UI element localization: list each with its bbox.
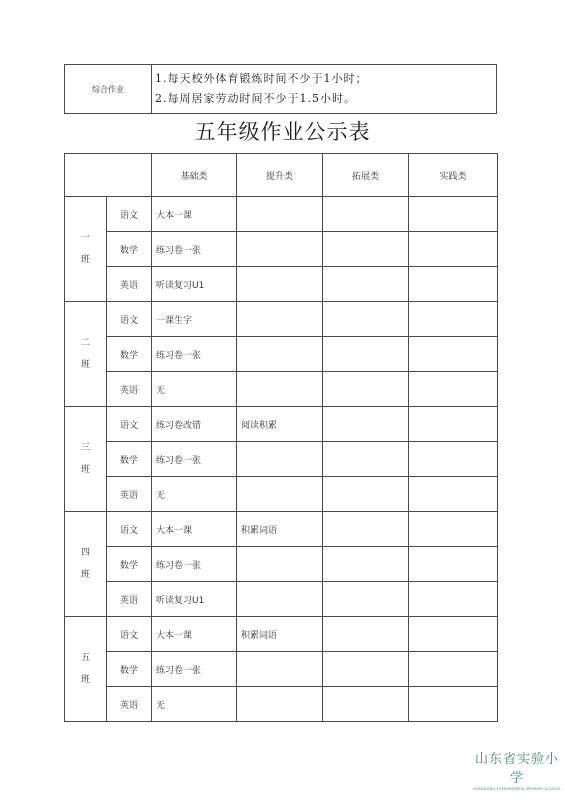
subject-cell: 语文 xyxy=(107,617,152,652)
subject-cell: 英语 xyxy=(107,582,152,617)
table-row xyxy=(65,617,498,652)
subject-cell: 数学 xyxy=(107,337,152,372)
basic-cell: 无 xyxy=(152,372,237,407)
advanced-cell xyxy=(237,197,323,232)
table-row xyxy=(65,302,498,337)
extended-cell xyxy=(323,477,409,512)
extended-cell xyxy=(323,197,409,232)
basic-cell: 无 xyxy=(152,687,237,722)
basic-cell: 听读复习U1 xyxy=(152,582,237,617)
subject-cell: 数学 xyxy=(107,652,152,687)
practice-cell xyxy=(409,442,498,477)
class-name-cell xyxy=(65,617,107,722)
table-row xyxy=(65,512,498,547)
comprehensive-homework-label: 综合作业 xyxy=(65,65,152,114)
basic-cell: 无 xyxy=(152,477,237,512)
extended-cell xyxy=(323,652,409,687)
advanced-cell: 积累词语 xyxy=(237,512,323,547)
advanced-cell xyxy=(237,372,323,407)
comprehensive-homework-line-2: 2.每周居家劳动时间不少于1.5小时。 xyxy=(155,92,356,105)
extended-cell xyxy=(323,442,409,477)
comprehensive-homework-content xyxy=(152,65,497,114)
subject-cell: 语文 xyxy=(107,512,152,547)
advanced-cell xyxy=(237,687,323,722)
practice-cell xyxy=(409,302,498,337)
advanced-cell: 阅读积累 xyxy=(237,407,323,442)
advanced-cell xyxy=(237,652,323,687)
basic-cell: 练习卷一张 xyxy=(152,652,237,687)
class-name-char-2: 班 xyxy=(80,360,90,370)
class-name-char-2: 班 xyxy=(80,465,90,475)
table-row xyxy=(65,407,498,442)
table-row xyxy=(65,477,498,512)
basic-cell: 大本一课 xyxy=(152,197,237,232)
extended-cell xyxy=(323,687,409,722)
subject-cell: 数学 xyxy=(107,232,152,267)
table-row xyxy=(65,652,498,687)
table-row xyxy=(65,547,498,582)
class-name-char-2: 班 xyxy=(80,675,90,685)
extended-cell xyxy=(323,372,409,407)
page-title: 五年级作业公示表 xyxy=(194,120,371,144)
class-name-char-1: 一 xyxy=(80,233,90,243)
basic-cell: 听读复习U1 xyxy=(152,267,237,302)
class-name-char-2: 班 xyxy=(80,255,90,265)
practice-cell xyxy=(409,687,498,722)
subject-cell: 英语 xyxy=(107,372,152,407)
table-row xyxy=(65,232,498,267)
advanced-cell xyxy=(237,442,323,477)
school-logo-name: 山东省实验小学 xyxy=(474,752,559,786)
advanced-cell xyxy=(237,232,323,267)
advanced-cell xyxy=(237,267,323,302)
subject-cell: 语文 xyxy=(107,197,152,232)
table-row xyxy=(65,687,498,722)
table-row xyxy=(65,267,498,302)
class-name-cell xyxy=(65,407,107,512)
subject-cell: 英语 xyxy=(107,267,152,302)
practice-cell xyxy=(409,477,498,512)
table-row xyxy=(65,582,498,617)
class-name-cell xyxy=(65,302,107,407)
practice-cell xyxy=(409,337,498,372)
practice-cell xyxy=(409,512,498,547)
subject-cell: 语文 xyxy=(107,407,152,442)
table-row xyxy=(65,197,498,232)
class-name-cell xyxy=(65,512,107,617)
subject-cell: 语文 xyxy=(107,302,152,337)
extended-cell xyxy=(323,232,409,267)
practice-cell xyxy=(409,547,498,582)
advanced-cell xyxy=(237,547,323,582)
comprehensive-homework-table xyxy=(64,64,497,114)
school-logo-english: SHANDONG EXPERIMENTAL PRIMARY SCHOOL xyxy=(473,787,561,791)
advanced-cell xyxy=(237,582,323,617)
practice-cell xyxy=(409,407,498,442)
class-name-char-1: 四 xyxy=(80,548,90,558)
extended-cell xyxy=(323,617,409,652)
basic-cell: 练习卷一张 xyxy=(152,547,237,582)
practice-cell xyxy=(409,372,498,407)
basic-cell: 大本一课 xyxy=(152,617,237,652)
table-header-row xyxy=(65,154,498,197)
comprehensive-homework-line-1: 1.每天校外体育锻炼时间不少于1小时； xyxy=(155,72,368,85)
basic-cell: 大本一课 xyxy=(152,512,237,547)
class-name-char-2: 班 xyxy=(80,570,90,580)
homework-table xyxy=(64,153,498,722)
practice-cell xyxy=(409,267,498,302)
subject-cell: 英语 xyxy=(107,477,152,512)
subject-cell: 英语 xyxy=(107,687,152,722)
extended-cell xyxy=(323,337,409,372)
extended-cell xyxy=(323,512,409,547)
basic-cell: 练习卷一张 xyxy=(152,232,237,267)
practice-cell xyxy=(409,652,498,687)
basic-cell: 练习卷改错 xyxy=(152,407,237,442)
extended-cell xyxy=(323,302,409,337)
basic-cell: 练习卷一张 xyxy=(152,442,237,477)
advanced-cell xyxy=(237,302,323,337)
extended-cell xyxy=(323,407,409,442)
practice-cell xyxy=(409,232,498,267)
practice-cell xyxy=(409,197,498,232)
basic-cell: 练习卷一张 xyxy=(152,337,237,372)
advanced-cell: 积累词语 xyxy=(237,617,323,652)
class-name-char-1: 二 xyxy=(80,338,90,348)
basic-cell: 一课生字 xyxy=(152,302,237,337)
header-advanced: 提升类 xyxy=(237,154,323,197)
practice-cell xyxy=(409,617,498,652)
header-basic: 基础类 xyxy=(152,154,237,197)
table-row xyxy=(65,442,498,477)
extended-cell xyxy=(323,547,409,582)
extended-cell xyxy=(323,582,409,617)
extended-cell xyxy=(323,267,409,302)
header-practice: 实践类 xyxy=(409,154,498,197)
subject-cell: 数学 xyxy=(107,547,152,582)
subject-cell: 数学 xyxy=(107,442,152,477)
class-name-cell xyxy=(65,197,107,302)
table-row xyxy=(65,337,498,372)
class-name-char-1: 五 xyxy=(80,653,90,663)
header-extended: 拓展类 xyxy=(323,154,409,197)
class-name-char-1: 三 xyxy=(80,443,90,453)
advanced-cell xyxy=(237,477,323,512)
school-logo xyxy=(471,748,563,791)
practice-cell xyxy=(409,582,498,617)
header-corner-cell xyxy=(65,154,152,197)
advanced-cell xyxy=(237,337,323,372)
table-row xyxy=(65,372,498,407)
